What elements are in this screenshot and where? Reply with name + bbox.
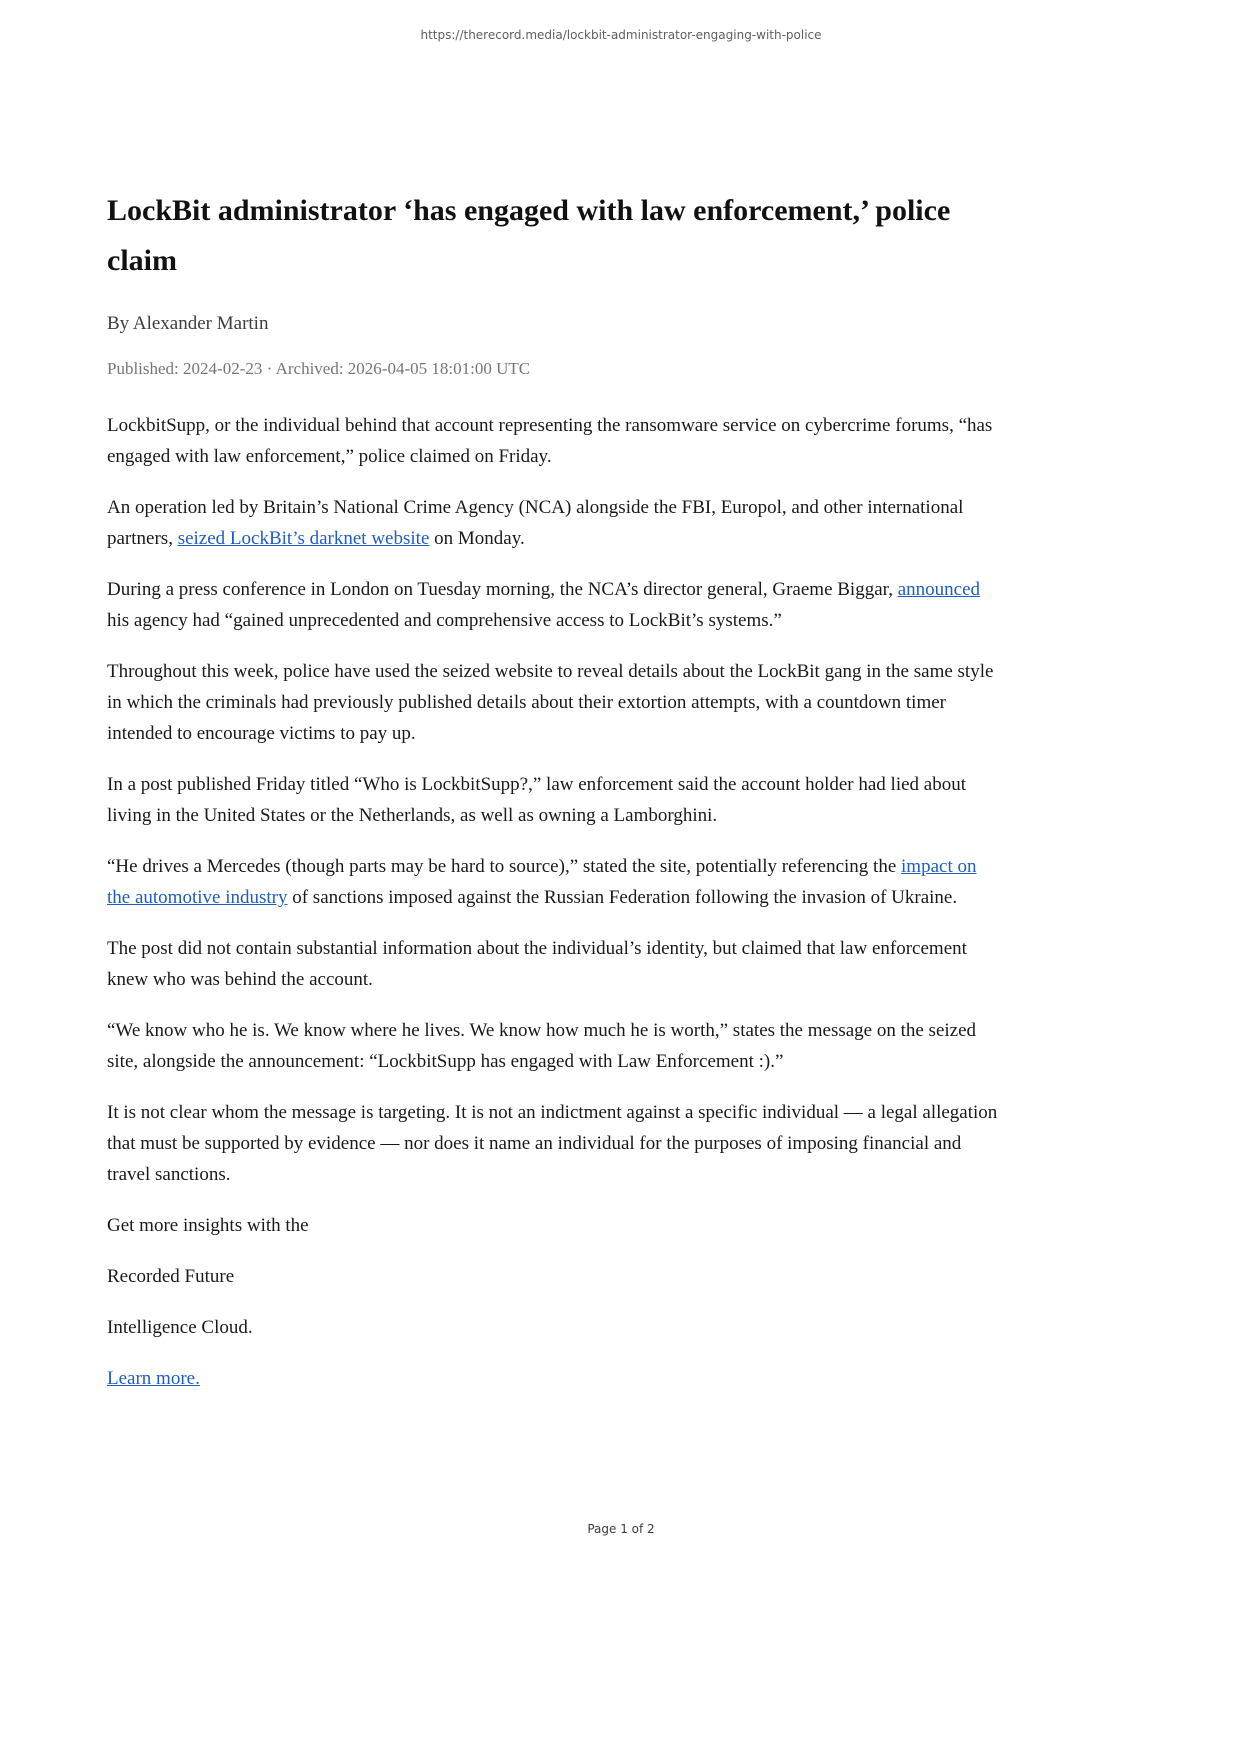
article-byline: By Alexander Martin: [107, 313, 269, 334]
paragraph-text: his agency had “gained unprecedented and comprehensive access to LockBit’s systems.”: [107, 610, 782, 631]
paragraph-text: Get more insights with the: [107, 1215, 309, 1236]
inline-link[interactable]: announced: [897, 579, 981, 600]
article-paragraph: [107, 1210, 1004, 1241]
article-paragraph: [107, 933, 1004, 995]
paragraph-text: “We know who he is. We know where he lives. We know how much he is worth,” states the message on the seized site, alongside the announcement: “LockbitSupp has engaged with Law Enforcement :).”: [107, 1020, 977, 1072]
article-meta: Published: 2024-02-23 · Archived: 2026-04-05 18:01:00 UTC: [107, 359, 531, 378]
paragraph-text: In a post published Friday titled “Who is LockbitSupp?,” law enforcement said the account holder had lied about living in the United States or the Netherlands, as well as owning a Lamborghini.: [107, 774, 966, 826]
paragraph-text: Intelligence Cloud.: [107, 1317, 253, 1338]
article-paragraph: [107, 574, 1004, 636]
article-paragraph: [107, 1015, 1004, 1077]
print-header-url: https://therecord.media/lockbit-administrator-engaging-with-police: [420, 28, 822, 42]
paragraph-text: An operation led by Britain’s National Crime Agency (NCA) alongside the FBI, Europol, and other international partners,: [107, 497, 964, 549]
paragraph-text: Recorded Future: [107, 1266, 235, 1287]
paragraph-text: LockbitSupp, or the individual behind that account representing the ransomware service on cybercrime forums, “has engaged with law enforcement,” police claimed on Friday.: [107, 415, 993, 467]
article-title: LockBit administrator ‘has engaged with law enforcement,’ police claim: [107, 194, 951, 277]
paragraph-text: “He drives a Mercedes (though parts may be hard to source),” stated the site, potentially referencing the: [107, 856, 902, 877]
article-paragraph: [107, 656, 1004, 749]
paragraph-text: of sanctions imposed against the Russian Federation following the invasion of Ukraine.: [287, 887, 958, 908]
inline-link[interactable]: seized LockBit’s darknet website: [177, 528, 430, 549]
paragraph-text: The post did not contain substantial information about the individual’s identity, but claimed that law enforcement knew who was behind the account.: [107, 938, 967, 990]
print-footer-page-indicator: Page 1 of 2: [587, 1522, 655, 1536]
article-paragraph: [107, 1261, 1004, 1292]
inline-link[interactable]: impact on the automotive industry: [107, 856, 977, 908]
article: [107, 186, 1004, 1414]
paragraph-text: Throughout this week, police have used the seized website to reveal details about the LockBit gang in the same style in which the criminals had previously published details about their extortion attempts, with a countdown timer intended to encourage victims to pay up.: [107, 661, 994, 744]
paragraph-text: During a press conference in London on Tuesday morning, the NCA’s director general, Graeme Biggar,: [107, 579, 898, 600]
article-paragraph: [107, 769, 1004, 831]
article-paragraph: [107, 1097, 1004, 1190]
article-body: [107, 410, 1004, 1394]
article-paragraph: [107, 1312, 1004, 1343]
article-paragraph: [107, 410, 1004, 472]
article-paragraph: [107, 851, 1004, 913]
inline-link[interactable]: Learn more.: [107, 1368, 200, 1389]
paragraph-text: on Monday.: [429, 528, 525, 549]
article-paragraph: [107, 492, 1004, 554]
paragraph-text: It is not clear whom the message is targeting. It is not an indictment against a specific individual — a legal allegation that must be supported by evidence — nor does it name an individual for the purposes of imposing financial and travel sanctions.: [107, 1102, 998, 1185]
article-paragraph: [107, 1363, 1004, 1394]
